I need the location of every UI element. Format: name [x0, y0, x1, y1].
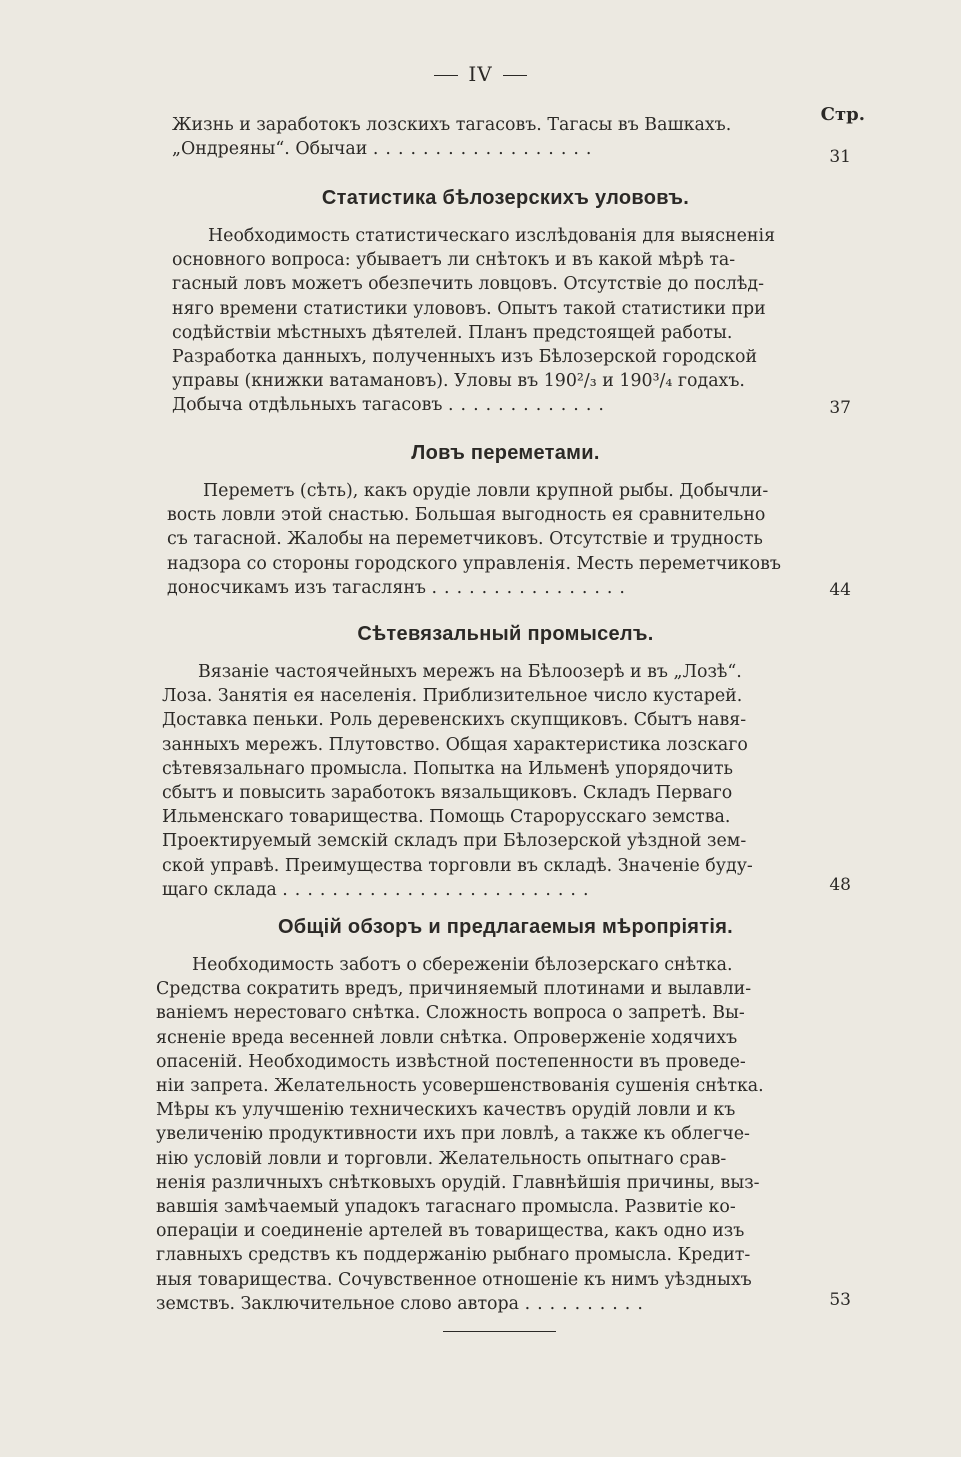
entry-text: Необходимость статистическаго изслѣдованія для выясненія основного вопроса: убываетъ ли снѣтокъ и въ какой мѣрѣ та- гасный ловъ можетъ обезпечить ловцовъ. Отсутствіе до послѣд- няго времени статистики улововъ. Опытъ такой статистики при содѣйствіи мѣстныхъ дѣятелей. Планъ предстоящей работы. Разработка данныхъ, полученныхъ изъ Бѣлозерской городской управы (книжки ватамановъ). Уловы въ 190²/₃ и 190³/₄ годахъ. Добыча отдѣльныхъ тагасовъ .............: [172, 226, 776, 416]
section-title: Статистика бѣлозерскихъ улововъ.: [321, 187, 690, 209]
page-number: IV: [0, 62, 961, 86]
entry-text: Переметъ (сѣть), какъ орудіе ловли крупной рыбы. Добычли- вость ловли этой снастью. Большая выгодность ея сравнительно съ тагасной. Жалобы на переметчиковъ. Отсутствіе и трудность надзора со стороны городского управленія. Месть переметчиковъ доносчикамъ изъ тагаслянъ ................: [167, 481, 781, 598]
toc-entry-life: [150, 113, 861, 167]
entry-text: Необходимость заботъ о сбереженіи бѣлозерскаго снѣтка. Средства сократить вредъ, причиняемый плотинами и вылавли- ваніемъ нерестоваго снѣтка. Сложность вопроса о запретѣ. Вы- ясненіе вреда весенней ловли снѣтка. Опроверженіе ходячихъ опасеній. Необходимость извѣстной постепенности въ проведе- ніи запрета. Желательность усовершенствованія сушенія снѣтка. Мѣры къ улучшенію техническихъ качествъ орудій ловли и къ увеличенію продуктивности ихъ при ловлѣ, а также къ облегче- нію условій ловли и торговли. Желательность опытнаго срав- ненія различныхъ снѣтковыхъ орудій. Главнѣйшія причины, выз- вавшія замѣчаемый упадокъ тагаснаго промысла. Развитіе ко- операціи и соединеніе артелей въ товарищества, какъ одно изъ главныхъ средствъ къ поддержанію рыбнаго промысла. Кредит- ныя товарищества. Сочувственное отношеніе къ нимъ уѣздныхъ земствъ. Заключительное слово автора ..........: [156, 955, 764, 1314]
entry-page-number: 48: [829, 875, 851, 895]
dash-left: [434, 75, 458, 76]
toc-entry-netmaking: [150, 623, 861, 902]
section-title: Общій обзоръ и предлагаемыя мѣропріятія.: [277, 916, 734, 938]
closing-rule: [443, 1331, 556, 1332]
section-title: Ловъ переметами.: [411, 442, 600, 464]
entry-page-number: 31: [829, 147, 851, 167]
entry-page-number: 44: [829, 580, 851, 600]
entry-page-number: 53: [829, 1290, 851, 1310]
dash-right: [503, 75, 527, 76]
toc-entry-peremet: [150, 442, 861, 600]
entry-text: Вязаніе частоячейныхъ мережъ на Бѣлоозерѣ и въ „Лозѣ“. Лоза. Занятія ея населенія. Приблизительное число кустарей. Доставка пеньки. Роль деревенскихъ скупщиковъ. Сбытъ навя- занныхъ мережъ. Плутовство. Общая характеристика лозскаго сѣтевязальнаго промысла. Попытка на Ильменѣ упорядочить сбытъ и повысить заработокъ вязальщиковъ. Складъ Перваго Ильменскаго товарищества. Помощь Старорусскаго земства. Проектируемый земскій складъ при Бѣлозерской уѣздной зем- ской управѣ. Преимущества торговли въ складѣ. Значеніе буду- щаго склада .........................: [162, 662, 753, 900]
entry-page-number: 37: [829, 398, 851, 418]
toc-entry-statistics: [150, 187, 861, 418]
toc-entry-overview: [150, 916, 861, 1316]
section-title: Сѣтевязальный промыселъ.: [357, 623, 654, 645]
page-column-label: Стр.: [820, 104, 865, 125]
entry-text: Жизнь и заработокъ лозскихъ тагасовъ. Тагасы въ Вашкахъ. „Ондреяны“. Обычаи ..................: [172, 115, 732, 160]
